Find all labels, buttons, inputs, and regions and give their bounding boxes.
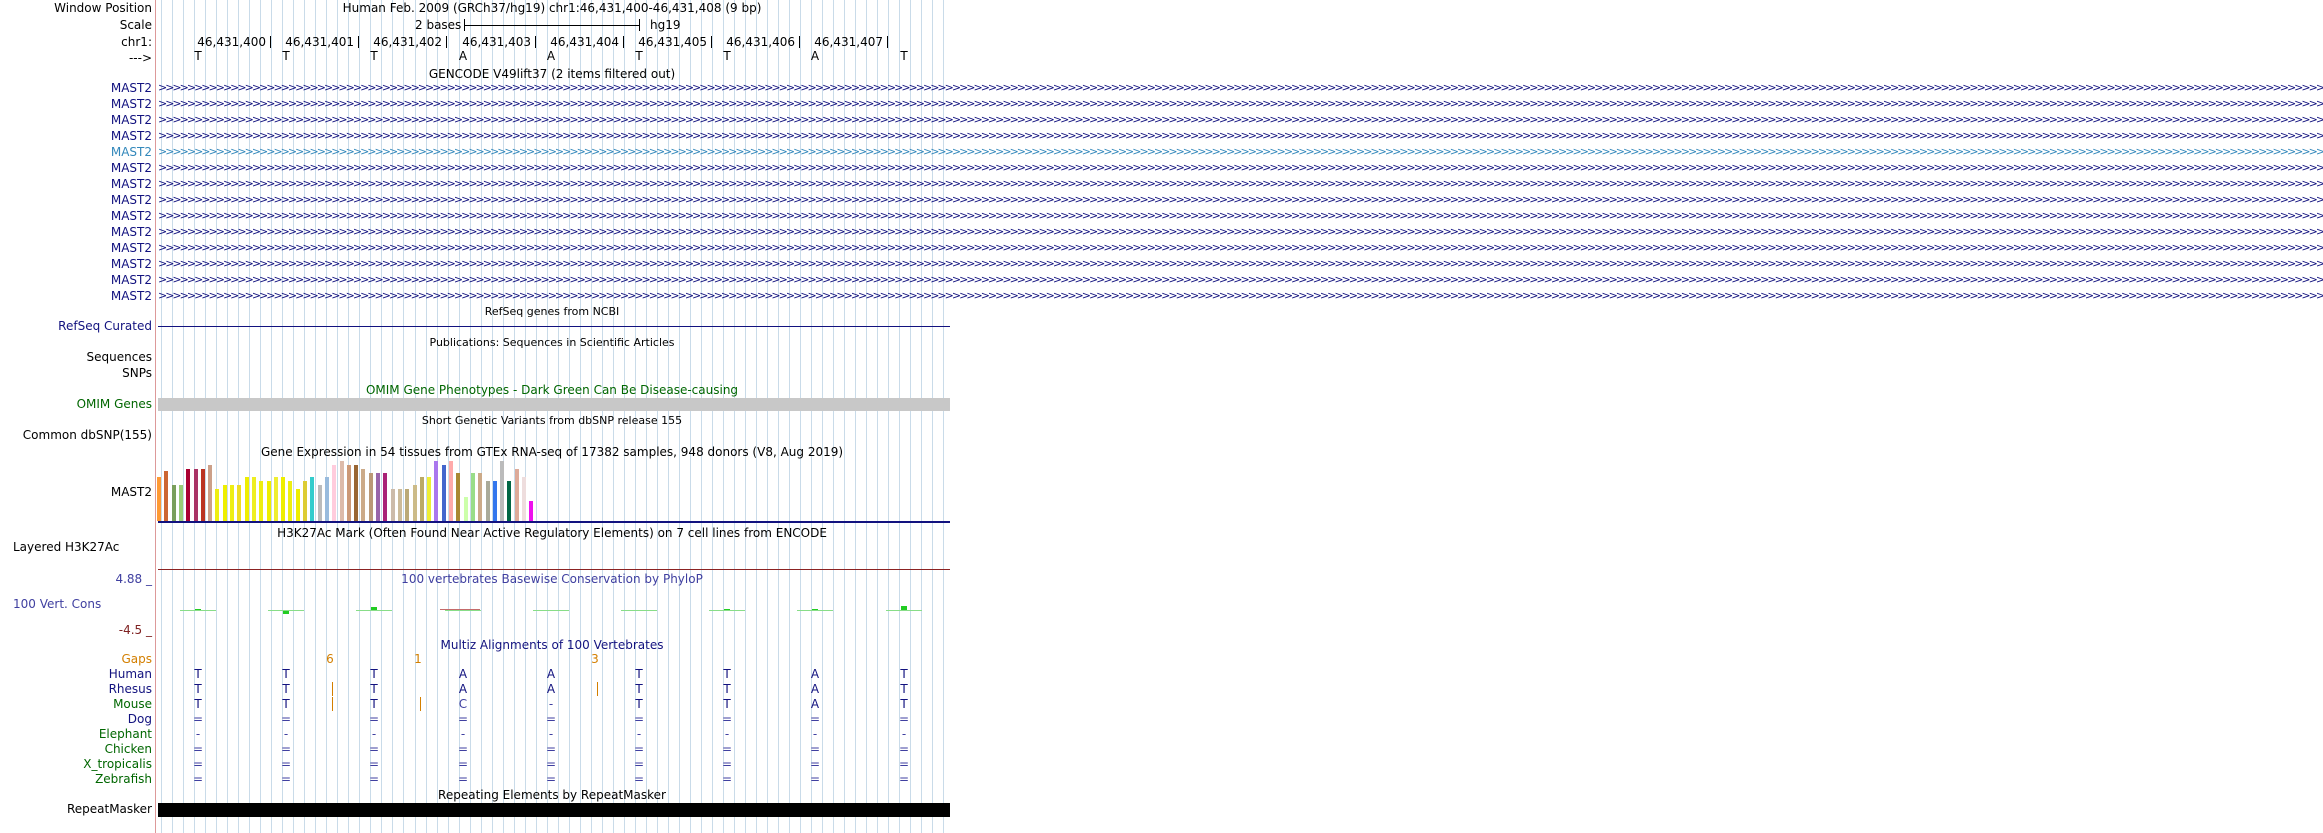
alignment-base: = xyxy=(809,712,821,726)
gtex-tissue-bar[interactable] xyxy=(310,477,314,521)
gencode-gene-label[interactable]: MAST2 xyxy=(110,273,152,287)
alignment-base: = xyxy=(721,757,733,771)
alignment-base: T xyxy=(900,667,908,681)
alignment-base: A xyxy=(810,682,820,696)
alignment-base: = xyxy=(721,712,733,726)
alignment-base: = xyxy=(457,742,469,756)
gtex-tissue-bar[interactable] xyxy=(361,469,365,521)
alignment-base: - xyxy=(901,727,907,741)
species-label[interactable]: Human xyxy=(108,667,152,681)
dbsnp-track-title: Short Genetic Variants from dbSNP release 155 xyxy=(421,414,683,427)
ruler-base: A xyxy=(810,49,820,63)
alignment-base: T xyxy=(194,682,202,696)
window-position-label: Window Position xyxy=(54,1,152,15)
alignment-base: A xyxy=(458,667,468,681)
gencode-gene-label[interactable]: MAST2 xyxy=(110,241,152,255)
gtex-tissue-bar[interactable] xyxy=(281,477,285,521)
gap-marker xyxy=(332,682,333,696)
gtex-tissue-bar[interactable] xyxy=(391,489,395,521)
gencode-gene-track[interactable]: >>>>>>>>>>>>>>>>>>>>>>>>>>>>>>>>>>>>>>>>>>>>>>>>>>>>>>>>>>>>>>>>>>>>>>>>>>>>>>>>>>>>>>>>>>>>>>>>>>>>>>>>>>>>>>>>>>>>>>>>>>>>>>>>>>>>>>>>>>>>>>>>>>>>>>>>>>>>>>>>>>>>>>>>>>>>>>>>>>>>>>>>>>>>>>>>>>>>>>>>>>>>>>>>>>>>>>>>>>>>>>>>>>>>>>>>>>>>>>>>>>>>>>>>>>>>>>>>>>>>>>>>>>>>>>>>>>>>>>>>>>>>>>>>>>>>>>>>>>>> xyxy=(158,81,2323,94)
track-label-column xyxy=(0,0,156,833)
alignment-base: = xyxy=(545,757,557,771)
gencode-gene-track[interactable]: >>>>>>>>>>>>>>>>>>>>>>>>>>>>>>>>>>>>>>>>>>>>>>>>>>>>>>>>>>>>>>>>>>>>>>>>>>>>>>>>>>>>>>>>>>>>>>>>>>>>>>>>>>>>>>>>>>>>>>>>>>>>>>>>>>>>>>>>>>>>>>>>>>>>>>>>>>>>>>>>>>>>>>>>>>>>>>>>>>>>>>>>>>>>>>>>>>>>>>>>>>>>>>>>>>>>>>>>>>>>>>>>>>>>>>>>>>>>>>>>>>>>>>>>>>>>>>>>>>>>>>>>>>>>>>>>>>>>>>>>>>>>>>>>>>>>>>>>>>>> xyxy=(158,177,2323,190)
alignment-base: = xyxy=(633,757,645,771)
gtex-tissue-bar[interactable] xyxy=(434,461,438,521)
species-label[interactable]: Dog xyxy=(127,712,152,726)
alignment-base: T xyxy=(194,697,202,711)
gencode-gene-label[interactable]: MAST2 xyxy=(110,225,152,239)
gtex-tissue-bar[interactable] xyxy=(230,485,234,521)
ruler-position-label: 46,431,404 xyxy=(550,35,619,49)
alignment-base: = xyxy=(457,757,469,771)
ruler-base: T xyxy=(723,49,731,63)
alignment-base: = xyxy=(368,757,380,771)
alignment-base: - xyxy=(724,727,730,741)
alignment-base: A xyxy=(458,682,468,696)
alignment-base: T xyxy=(723,682,731,696)
gtex-tissue-bar[interactable] xyxy=(383,473,387,521)
ruler-base: T xyxy=(370,49,378,63)
strand-label: ---> xyxy=(128,51,152,65)
gtex-tissue-bar[interactable] xyxy=(340,461,344,521)
publications-track-title: Publications: Sequences in Scientific Articles xyxy=(429,336,675,349)
alignment-base: = xyxy=(457,712,469,726)
alignment-base: = xyxy=(368,742,380,756)
scale-bar-text: 2 bases xyxy=(415,18,462,32)
gtex-tissue-bar[interactable] xyxy=(179,485,183,521)
scale-bar xyxy=(464,19,640,31)
phylop-track-label[interactable]: 100 Vert. Cons xyxy=(13,597,102,611)
species-label[interactable]: Zebrafish xyxy=(95,772,152,786)
multiz-track-title: Multiz Alignments of 100 Vertebrates xyxy=(440,638,664,652)
gap-marker xyxy=(597,682,598,696)
alignment-base: = xyxy=(192,757,204,771)
gtex-track-title: Gene Expression in 54 tissues from GTEx RNA-seq of 17382 samples, 948 donors (V8, Aug 2019) xyxy=(260,445,844,459)
gtex-tissue-bar[interactable] xyxy=(456,473,460,521)
gtex-tissue-bar[interactable] xyxy=(500,461,504,521)
ruler-tick xyxy=(711,36,712,48)
gtex-tissue-bar[interactable] xyxy=(405,489,409,521)
alignment-base: T xyxy=(370,667,378,681)
gtex-tissue-bar[interactable] xyxy=(486,481,490,521)
sequences-label[interactable]: Sequences xyxy=(86,350,152,364)
gencode-gene-label[interactable]: MAST2 xyxy=(110,177,152,191)
layered-h3k27ac-label[interactable]: Layered H3K27Ac xyxy=(13,540,120,554)
gencode-gene-track[interactable]: >>>>>>>>>>>>>>>>>>>>>>>>>>>>>>>>>>>>>>>>>>>>>>>>>>>>>>>>>>>>>>>>>>>>>>>>>>>>>>>>>>>>>>>>>>>>>>>>>>>>>>>>>>>>>>>>>>>>>>>>>>>>>>>>>>>>>>>>>>>>>>>>>>>>>>>>>>>>>>>>>>>>>>>>>>>>>>>>>>>>>>>>>>>>>>>>>>>>>>>>>>>>>>>>>>>>>>>>>>>>>>>>>>>>>>>>>>>>>>>>>>>>>>>>>>>>>>>>>>>>>>>>>>>>>>>>>>>>>>>>>>>>>>>>>>>>>>>>>>>> xyxy=(158,257,2323,270)
alignment-base: T xyxy=(635,697,643,711)
alignment-base: T xyxy=(635,667,643,681)
gencode-track-title: GENCODE V49lift37 (2 items filtered out) xyxy=(428,67,676,81)
alignment-base: A xyxy=(546,667,556,681)
alignment-base: = xyxy=(368,772,380,786)
gtex-tissue-bar[interactable] xyxy=(172,485,176,521)
ruler-position-label: 46,431,406 xyxy=(726,35,795,49)
ruler-tick xyxy=(799,36,800,48)
phylop-whisker xyxy=(797,610,833,611)
refseq-track-title: RefSeq genes from NCBI xyxy=(484,305,620,318)
alignment-base: = xyxy=(898,757,910,771)
repeatmasker-track-title: Repeating Elements by RepeatMasker xyxy=(438,788,666,802)
alignment-base: = xyxy=(809,772,821,786)
gap-count: 1 xyxy=(414,652,422,666)
gtex-tissue-bar[interactable] xyxy=(237,485,241,521)
ruler-tick xyxy=(270,36,271,48)
species-label[interactable]: Chicken xyxy=(104,742,152,756)
species-label[interactable]: Rhesus xyxy=(108,682,152,696)
gtex-tissue-bar[interactable] xyxy=(493,481,497,521)
gtex-tissue-bar[interactable] xyxy=(471,473,475,521)
assembly-position-text: Human Feb. 2009 (GRCh37/hg19) chr1:46,431,400-46,431,408 (9 bp) xyxy=(342,1,762,15)
gtex-tissue-bar[interactable] xyxy=(507,481,511,521)
alignment-base: = xyxy=(192,712,204,726)
species-label[interactable]: Mouse xyxy=(113,697,152,711)
gtex-tissue-bar[interactable] xyxy=(413,485,417,521)
gtex-tissue-bar[interactable] xyxy=(464,497,468,521)
gtex-gene-label[interactable]: MAST2 xyxy=(110,485,152,499)
ruler-position-label: 46,431,407 xyxy=(814,35,883,49)
gtex-tissue-bar[interactable] xyxy=(478,473,482,521)
chrom-label: chr1: xyxy=(121,35,152,49)
alignment-base: = xyxy=(633,772,645,786)
gencode-gene-label[interactable]: MAST2 xyxy=(110,257,152,271)
gencode-gene-track[interactable]: >>>>>>>>>>>>>>>>>>>>>>>>>>>>>>>>>>>>>>>>>>>>>>>>>>>>>>>>>>>>>>>>>>>>>>>>>>>>>>>>>>>>>>>>>>>>>>>>>>>>>>>>>>>>>>>>>>>>>>>>>>>>>>>>>>>>>>>>>>>>>>>>>>>>>>>>>>>>>>>>>>>>>>>>>>>>>>>>>>>>>>>>>>>>>>>>>>>>>>>>>>>>>>>>>>>>>>>>>>>>>>>>>>>>>>>>>>>>>>>>>>>>>>>>>>>>>>>>>>>>>>>>>>>>>>>>>>>>>>>>>>>>>>>>>>>>>>>>>>>> xyxy=(158,113,2323,126)
alignment-base: = xyxy=(280,757,292,771)
gencode-gene-label[interactable]: MAST2 xyxy=(110,209,152,223)
alignment-base: T xyxy=(370,682,378,696)
alignment-base: = xyxy=(898,772,910,786)
alignment-base: = xyxy=(457,772,469,786)
alignment-base: = xyxy=(280,742,292,756)
gencode-gene-track[interactable]: >>>>>>>>>>>>>>>>>>>>>>>>>>>>>>>>>>>>>>>>>>>>>>>>>>>>>>>>>>>>>>>>>>>>>>>>>>>>>>>>>>>>>>>>>>>>>>>>>>>>>>>>>>>>>>>>>>>>>>>>>>>>>>>>>>>>>>>>>>>>>>>>>>>>>>>>>>>>>>>>>>>>>>>>>>>>>>>>>>>>>>>>>>>>>>>>>>>>>>>>>>>>>>>>>>>>>>>>>>>>>>>>>>>>>>>>>>>>>>>>>>>>>>>>>>>>>>>>>>>>>>>>>>>>>>>>>>>>>>>>>>>>>>>>>>>>>>>>>>>> xyxy=(158,289,2323,302)
alignment-base: - xyxy=(283,727,289,741)
alignment-base: = xyxy=(545,712,557,726)
gtex-tissue-bar[interactable] xyxy=(157,477,161,521)
gtex-tissue-bar[interactable] xyxy=(223,485,227,521)
gtex-tissue-bar[interactable] xyxy=(215,489,219,521)
ruler-tick xyxy=(887,36,888,48)
gaps-label: Gaps xyxy=(121,652,152,666)
gap-marker xyxy=(332,697,333,711)
phylop-whisker xyxy=(886,610,922,611)
refseq-gene-line[interactable] xyxy=(158,326,950,327)
alignment-base: = xyxy=(898,712,910,726)
phylop-whisker xyxy=(709,610,745,611)
alignment-base: - xyxy=(548,727,554,741)
gtex-tissue-bar[interactable] xyxy=(296,489,300,521)
gtex-tissue-bar[interactable] xyxy=(186,469,190,521)
gencode-gene-label[interactable]: MAST2 xyxy=(110,193,152,207)
gtex-tissue-bar[interactable] xyxy=(194,469,198,521)
ruler-base: A xyxy=(546,49,556,63)
alignment-base: = xyxy=(633,712,645,726)
ruler-position-label: 46,431,405 xyxy=(638,35,707,49)
alignment-base: C xyxy=(458,697,468,711)
gtex-tissue-bar[interactable] xyxy=(449,461,453,521)
gencode-gene-track[interactable]: >>>>>>>>>>>>>>>>>>>>>>>>>>>>>>>>>>>>>>>>>>>>>>>>>>>>>>>>>>>>>>>>>>>>>>>>>>>>>>>>>>>>>>>>>>>>>>>>>>>>>>>>>>>>>>>>>>>>>>>>>>>>>>>>>>>>>>>>>>>>>>>>>>>>>>>>>>>>>>>>>>>>>>>>>>>>>>>>>>>>>>>>>>>>>>>>>>>>>>>>>>>>>>>>>>>>>>>>>>>>>>>>>>>>>>>>>>>>>>>>>>>>>>>>>>>>>>>>>>>>>>>>>>>>>>>>>>>>>>>>>>>>>>>>>>>>>>>>>>>> xyxy=(158,209,2323,222)
gap-marker xyxy=(420,697,421,711)
gtex-tissue-bar[interactable] xyxy=(303,481,307,521)
alignment-base: = xyxy=(809,757,821,771)
phylop-whisker xyxy=(621,610,657,611)
alignment-base: - xyxy=(195,727,201,741)
alignment-base: = xyxy=(809,742,821,756)
alignment-base: A xyxy=(810,697,820,711)
gencode-gene-label[interactable]: MAST2 xyxy=(110,81,152,95)
gencode-gene-track[interactable]: >>>>>>>>>>>>>>>>>>>>>>>>>>>>>>>>>>>>>>>>>>>>>>>>>>>>>>>>>>>>>>>>>>>>>>>>>>>>>>>>>>>>>>>>>>>>>>>>>>>>>>>>>>>>>>>>>>>>>>>>>>>>>>>>>>>>>>>>>>>>>>>>>>>>>>>>>>>>>>>>>>>>>>>>>>>>>>>>>>>>>>>>>>>>>>>>>>>>>>>>>>>>>>>>>>>>>>>>>>>>>>>>>>>>>>>>>>>>>>>>>>>>>>>>>>>>>>>>>>>>>>>>>>>>>>>>>>>>>>>>>>>>>>>>>>>>>>>>>>>> xyxy=(158,161,2323,174)
phylop-track-title: 100 vertebrates Basewise Conservation by PhyloP xyxy=(401,572,703,586)
ruler-position-label: 46,431,403 xyxy=(462,35,531,49)
species-label[interactable]: X_tropicalis xyxy=(83,757,152,771)
gtex-tissue-bar[interactable] xyxy=(208,465,212,521)
gencode-gene-track[interactable]: >>>>>>>>>>>>>>>>>>>>>>>>>>>>>>>>>>>>>>>>>>>>>>>>>>>>>>>>>>>>>>>>>>>>>>>>>>>>>>>>>>>>>>>>>>>>>>>>>>>>>>>>>>>>>>>>>>>>>>>>>>>>>>>>>>>>>>>>>>>>>>>>>>>>>>>>>>>>>>>>>>>>>>>>>>>>>>>>>>>>>>>>>>>>>>>>>>>>>>>>>>>>>>>>>>>>>>>>>>>>>>>>>>>>>>>>>>>>>>>>>>>>>>>>>>>>>>>>>>>>>>>>>>>>>>>>>>>>>>>>>>>>>>>>>>>>>>>>>>>> xyxy=(158,193,2323,206)
gtex-tissue-bar[interactable] xyxy=(259,481,263,521)
common-dbsnp-label[interactable]: Common dbSNP(155) xyxy=(22,428,152,442)
alignment-base: - xyxy=(812,727,818,741)
gtex-tissue-bar[interactable] xyxy=(529,501,533,521)
alignment-base: = xyxy=(280,772,292,786)
ruler-tick xyxy=(535,36,536,48)
gtex-tissue-bar[interactable] xyxy=(201,469,205,521)
ruler-base: T xyxy=(900,49,908,63)
species-label[interactable]: Elephant xyxy=(98,727,152,741)
phylop-min-label: -4.5 _ xyxy=(118,623,152,637)
alignment-base: T xyxy=(282,697,290,711)
alignment-base: T xyxy=(194,667,202,681)
scale-db-label: hg19 xyxy=(650,18,681,32)
gtex-tissue-bar[interactable] xyxy=(427,477,431,521)
gencode-gene-track[interactable]: >>>>>>>>>>>>>>>>>>>>>>>>>>>>>>>>>>>>>>>>>>>>>>>>>>>>>>>>>>>>>>>>>>>>>>>>>>>>>>>>>>>>>>>>>>>>>>>>>>>>>>>>>>>>>>>>>>>>>>>>>>>>>>>>>>>>>>>>>>>>>>>>>>>>>>>>>>>>>>>>>>>>>>>>>>>>>>>>>>>>>>>>>>>>>>>>>>>>>>>>>>>>>>>>>>>>>>>>>>>>>>>>>>>>>>>>>>>>>>>>>>>>>>>>>>>>>>>>>>>>>>>>>>>>>>>>>>>>>>>>>>>>>>>>>>>>>>>>>>>> xyxy=(158,273,2323,286)
gap-count: 3 xyxy=(591,652,599,666)
phylop-whisker xyxy=(356,610,392,611)
alignment-base: - xyxy=(371,727,377,741)
gtex-tissue-bar[interactable] xyxy=(325,477,329,521)
gencode-gene-track[interactable]: >>>>>>>>>>>>>>>>>>>>>>>>>>>>>>>>>>>>>>>>>>>>>>>>>>>>>>>>>>>>>>>>>>>>>>>>>>>>>>>>>>>>>>>>>>>>>>>>>>>>>>>>>>>>>>>>>>>>>>>>>>>>>>>>>>>>>>>>>>>>>>>>>>>>>>>>>>>>>>>>>>>>>>>>>>>>>>>>>>>>>>>>>>>>>>>>>>>>>>>>>>>>>>>>>>>>>>>>>>>>>>>>>>>>>>>>>>>>>>>>>>>>>>>>>>>>>>>>>>>>>>>>>>>>>>>>>>>>>>>>>>>>>>>>>>>>>>>>>>>> xyxy=(158,129,2323,142)
repeatmasker-label[interactable]: RepeatMasker xyxy=(66,802,152,816)
ruler-base: T xyxy=(194,49,202,63)
gencode-gene-track[interactable]: >>>>>>>>>>>>>>>>>>>>>>>>>>>>>>>>>>>>>>>>>>>>>>>>>>>>>>>>>>>>>>>>>>>>>>>>>>>>>>>>>>>>>>>>>>>>>>>>>>>>>>>>>>>>>>>>>>>>>>>>>>>>>>>>>>>>>>>>>>>>>>>>>>>>>>>>>>>>>>>>>>>>>>>>>>>>>>>>>>>>>>>>>>>>>>>>>>>>>>>>>>>>>>>>>>>>>>>>>>>>>>>>>>>>>>>>>>>>>>>>>>>>>>>>>>>>>>>>>>>>>>>>>>>>>>>>>>>>>>>>>>>>>>>>>>>>>>>>>>>> xyxy=(158,225,2323,238)
alignment-base: A xyxy=(810,667,820,681)
alignment-base: T xyxy=(723,667,731,681)
gencode-gene-label[interactable]: MAST2 xyxy=(110,129,152,143)
alignment-base: = xyxy=(368,712,380,726)
alignment-base: - xyxy=(460,727,466,741)
alignment-base: = xyxy=(633,742,645,756)
alignment-base: T xyxy=(900,682,908,696)
gencode-gene-track[interactable]: >>>>>>>>>>>>>>>>>>>>>>>>>>>>>>>>>>>>>>>>>>>>>>>>>>>>>>>>>>>>>>>>>>>>>>>>>>>>>>>>>>>>>>>>>>>>>>>>>>>>>>>>>>>>>>>>>>>>>>>>>>>>>>>>>>>>>>>>>>>>>>>>>>>>>>>>>>>>>>>>>>>>>>>>>>>>>>>>>>>>>>>>>>>>>>>>>>>>>>>>>>>>>>>>>>>>>>>>>>>>>>>>>>>>>>>>>>>>>>>>>>>>>>>>>>>>>>>>>>>>>>>>>>>>>>>>>>>>>>>>>>>>>>>>>>>>>>>>>>>> xyxy=(158,97,2323,110)
gtex-tissue-bar[interactable] xyxy=(522,477,526,521)
alignment-base: T xyxy=(900,697,908,711)
gencode-gene-track[interactable]: >>>>>>>>>>>>>>>>>>>>>>>>>>>>>>>>>>>>>>>>>>>>>>>>>>>>>>>>>>>>>>>>>>>>>>>>>>>>>>>>>>>>>>>>>>>>>>>>>>>>>>>>>>>>>>>>>>>>>>>>>>>>>>>>>>>>>>>>>>>>>>>>>>>>>>>>>>>>>>>>>>>>>>>>>>>>>>>>>>>>>>>>>>>>>>>>>>>>>>>>>>>>>>>>>>>>>>>>>>>>>>>>>>>>>>>>>>>>>>>>>>>>>>>>>>>>>>>>>>>>>>>>>>>>>>>>>>>>>>>>>>>>>>>>>>>>>>>>>>>> xyxy=(158,241,2323,254)
gtex-baseline xyxy=(158,521,950,523)
alignment-base: = xyxy=(898,742,910,756)
alignment-base: T xyxy=(370,697,378,711)
ruler-position-label: 46,431,402 xyxy=(373,35,442,49)
alignment-base: T xyxy=(723,697,731,711)
h3k27ac-track-title: H3K27Ac Mark (Often Found Near Active Regulatory Elements) on 7 cell lines from ENCODE xyxy=(277,526,827,540)
snps-label[interactable]: SNPs xyxy=(122,366,152,380)
ruler-tick xyxy=(446,36,447,48)
gtex-tissue-bar[interactable] xyxy=(288,481,292,521)
gtex-tissue-bar[interactable] xyxy=(369,473,373,521)
ruler-tick xyxy=(358,36,359,48)
gencode-gene-label[interactable]: MAST2 xyxy=(110,97,152,111)
gtex-tissue-bar[interactable] xyxy=(442,465,446,521)
alignment-base: = xyxy=(545,772,557,786)
phylop-whisker xyxy=(445,610,481,611)
gencode-gene-label[interactable]: MAST2 xyxy=(110,161,152,175)
gtex-tissue-bar[interactable] xyxy=(164,471,168,521)
alignment-base: = xyxy=(721,772,733,786)
gtex-tissue-bar[interactable] xyxy=(267,481,271,521)
alignment-base: = xyxy=(192,742,204,756)
gtex-tissue-bar[interactable] xyxy=(252,477,256,521)
alignment-base: = xyxy=(192,772,204,786)
alignment-base: - xyxy=(636,727,642,741)
gtex-tissue-bar[interactable] xyxy=(347,465,351,521)
alignment-base: = xyxy=(721,742,733,756)
gtex-tissue-bar[interactable] xyxy=(332,465,336,521)
gtex-tissue-bar[interactable] xyxy=(318,485,322,521)
gencode-gene-track[interactable]: >>>>>>>>>>>>>>>>>>>>>>>>>>>>>>>>>>>>>>>>>>>>>>>>>>>>>>>>>>>>>>>>>>>>>>>>>>>>>>>>>>>>>>>>>>>>>>>>>>>>>>>>>>>>>>>>>>>>>>>>>>>>>>>>>>>>>>>>>>>>>>>>>>>>>>>>>>>>>>>>>>>>>>>>>>>>>>>>>>>>>>>>>>>>>>>>>>>>>>>>>>>>>>>>>>>>>>>>>>>>>>>>>>>>>>>>>>>>>>>>>>>>>>>>>>>>>>>>>>>>>>>>>>>>>>>>>>>>>>>>>>>>>>>>>>>>>>>>>>>> xyxy=(158,145,2323,158)
phylop-whisker xyxy=(533,610,569,611)
gtex-tissue-bar[interactable] xyxy=(515,469,519,521)
ruler-base: T xyxy=(282,49,290,63)
gtex-expression-bars[interactable] xyxy=(157,459,557,521)
omim-gene-bar[interactable] xyxy=(158,398,950,411)
ruler-base: A xyxy=(458,49,468,63)
omim-genes-label[interactable]: OMIM Genes xyxy=(76,397,152,411)
gtex-tissue-bar[interactable] xyxy=(376,473,380,521)
gtex-tissue-bar[interactable] xyxy=(420,477,424,521)
repeatmasker-bar[interactable] xyxy=(158,803,950,817)
ruler-base: T xyxy=(635,49,643,63)
alignment-base: T xyxy=(282,667,290,681)
gencode-gene-label[interactable]: MAST2 xyxy=(110,145,152,159)
gap-count: 6 xyxy=(326,652,334,666)
gtex-tissue-bar[interactable] xyxy=(274,477,278,521)
gtex-tissue-bar[interactable] xyxy=(245,477,249,521)
ruler-position-label: 46,431,400 xyxy=(197,35,266,49)
refseq-curated-label[interactable]: RefSeq Curated xyxy=(58,319,152,333)
h3k27ac-baseline xyxy=(158,569,950,570)
alignment-base: T xyxy=(282,682,290,696)
gencode-gene-label[interactable]: MAST2 xyxy=(110,113,152,127)
gencode-gene-label[interactable]: MAST2 xyxy=(110,289,152,303)
phylop-max-label: 4.88 _ xyxy=(115,572,152,586)
alignment-base: = xyxy=(280,712,292,726)
phylop-whisker xyxy=(180,610,216,611)
ruler-tick xyxy=(623,36,624,48)
gtex-tissue-bar[interactable] xyxy=(398,489,402,521)
alignment-base: T xyxy=(635,682,643,696)
ruler-position-label: 46,431,401 xyxy=(285,35,354,49)
alignment-base: - xyxy=(548,697,554,711)
alignment-base: = xyxy=(545,742,557,756)
alignment-base: A xyxy=(546,682,556,696)
scale-label: Scale xyxy=(119,18,152,32)
gtex-tissue-bar[interactable] xyxy=(354,465,358,521)
phylop-whisker xyxy=(268,610,304,611)
omim-track-title: OMIM Gene Phenotypes - Dark Green Can Be Disease-causing xyxy=(365,383,739,397)
